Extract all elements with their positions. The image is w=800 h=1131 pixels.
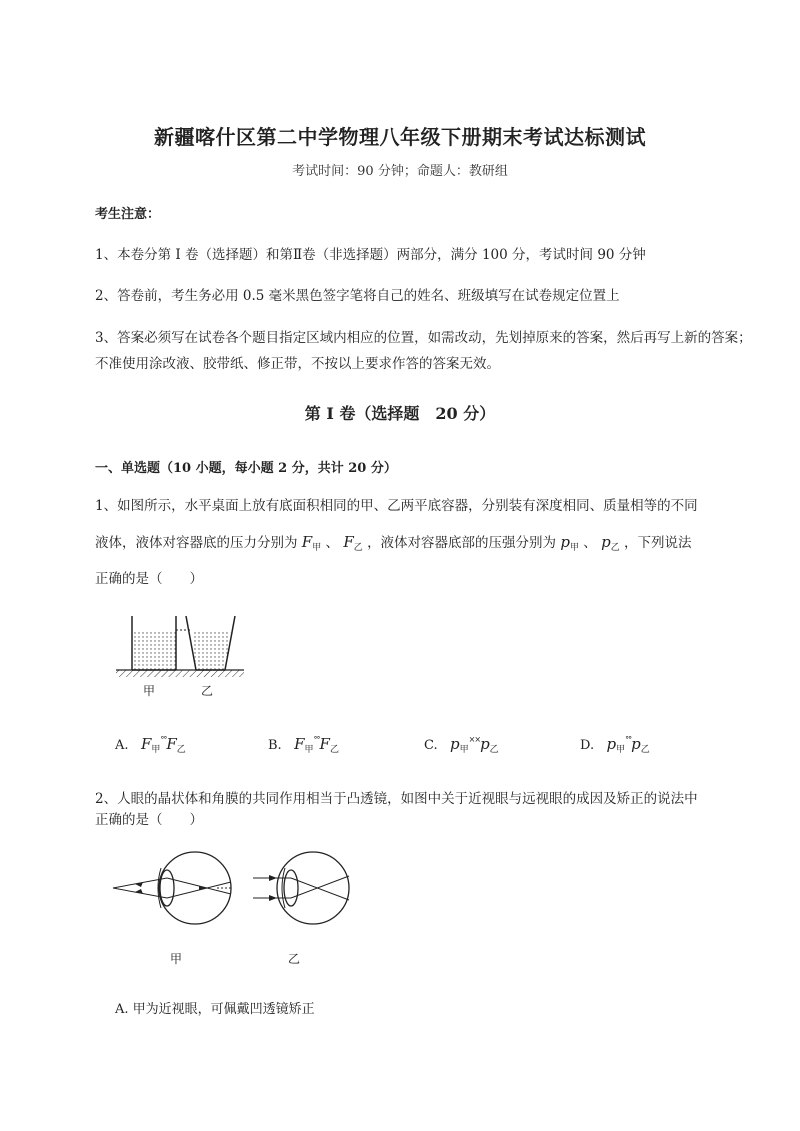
liquid-jia: [132, 630, 176, 670]
notice-item-2: 2、答卷前，考生务必用 0.5 毫米黑色签字笔将自己的姓名、班级填写在试卷规定位置上: [95, 288, 620, 304]
eye-jia: [113, 852, 233, 924]
q1-line2-b: ，液体对容器底部的压强分别为: [367, 535, 557, 551]
q2-line2: 正确的是（ ）: [95, 812, 203, 828]
q1-line1: 1、如图所示，水平桌面上放有底面积相同的甲、乙两平底容器，分别装有深度相同、质量相等的不同: [95, 498, 698, 514]
liquid-yi: [192, 630, 231, 670]
q1-label-yi: 乙: [201, 684, 214, 698]
p-yi: $p_乙$: [601, 533, 620, 553]
q2-option-a[interactable]: A. 甲为近视眼，可佩戴凹透镜矫正: [115, 1002, 315, 1017]
q2-label-jia: 甲: [170, 952, 183, 966]
q1-option-b[interactable]: B. $F_甲^{^\circ^\circ}F_乙$: [268, 735, 339, 755]
q1-line2: 液体，液体对容器底的压力分别为 $F_甲$ 、 $F_乙$ ，液体对容器底部的压强分别为 $p_甲$ 、 $p_乙$ ，下列说法: [95, 533, 692, 553]
table-surface: [116, 670, 244, 677]
f-yi: $F_乙$: [343, 533, 363, 553]
exam-subtitle: 考试时间：90 分钟；命题人：教研组: [292, 164, 508, 179]
section-title: 第 I 卷（选择题 20 分）: [304, 404, 496, 423]
q1-sep: 、: [325, 535, 340, 551]
q1-option-a[interactable]: A. $F_甲^{^\circ^\circ}F_乙$: [115, 735, 186, 755]
q2-line1: 2、人眼的晶状体和角膜的共同作用相当于凸透镜，如图中关于近视眼与远视眼的成因及矫正的说法中: [95, 791, 698, 807]
notice-item-1: 1、本卷分第 I 卷（选择题）和第Ⅱ卷（非选择题）两部分，满分 100 分，考试时间 90 分钟: [95, 247, 646, 263]
q2-label-yi: 乙: [288, 952, 301, 966]
notice-item-3: 3、答案必须写在试卷各个题目指定区域内相应的位置，如需改动，先划掉原来的答案，然后再写上新的答案；不准使用涂改液、胶带纸、修正带，不按以上要求作答的答案无效。: [95, 330, 752, 372]
eye-yi: [253, 852, 349, 924]
q2-eye-figure: [105, 850, 365, 930]
p-jia: $p_甲$: [560, 533, 579, 553]
q1-label-jia: 甲: [143, 684, 156, 698]
notice-heading: 考生注意：: [95, 207, 161, 222]
q1-line2-c: ，下列说法: [624, 535, 692, 551]
part-heading: 一、单选题（10 小题，每小题 2 分，共计 20 分）: [95, 461, 397, 476]
q1-container-figure: [110, 608, 250, 698]
exam-title: 新疆喀什区第二中学物理八年级下册期末考试达标测试: [154, 125, 646, 149]
q1-line3: 正确的是（ ）: [95, 571, 203, 587]
q1-line2-a: 液体，液体对容器底的压力分别为: [95, 535, 298, 551]
f-jia: $F_甲$: [301, 533, 322, 553]
q1-option-c[interactable]: C. $p_甲^{\times\times}p_乙$: [424, 735, 499, 755]
q1-option-d[interactable]: D. $p_甲^{^\circ^\circ}p_乙$: [580, 735, 650, 755]
